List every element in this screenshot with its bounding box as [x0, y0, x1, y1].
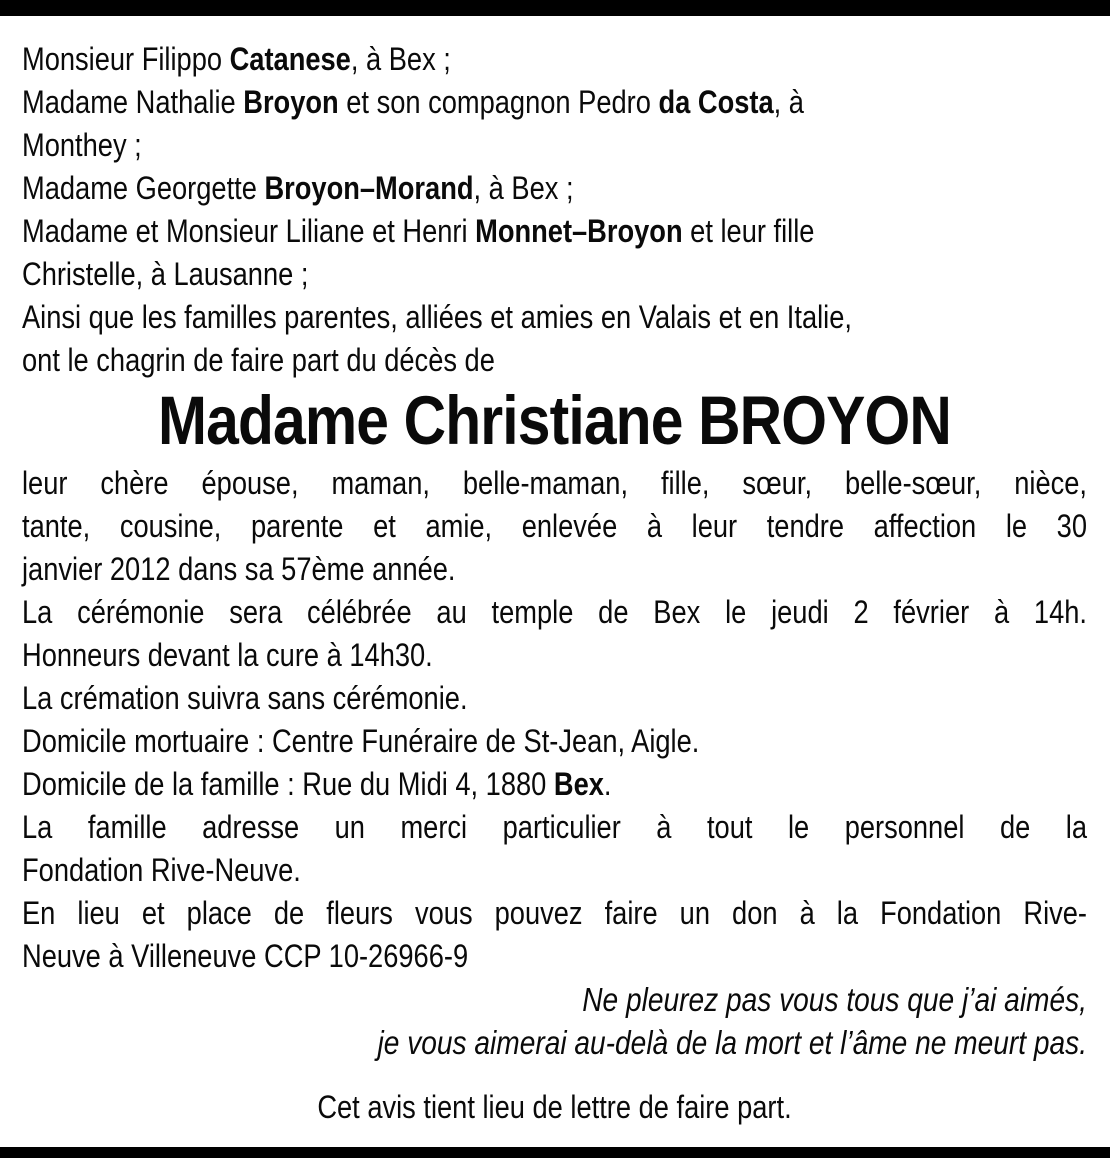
text-segment: La famille adresse un merci particulier à tout le personnel de la — [22, 809, 1087, 845]
text-line — [22, 124, 1087, 167]
closing-statement: Cet avis tient lieu de lettre de faire part. — [317, 1089, 792, 1125]
bold-name-segment: Bex — [553, 766, 604, 802]
bold-name-segment: Monnet–Broyon — [475, 213, 683, 249]
bold-name-segment: Broyon — [243, 84, 339, 120]
text-segment: janvier 2012 dans sa 57ème année. — [22, 551, 456, 587]
text-segment: Domicile mortuaire : Centre Funéraire de St-Jean, Aigle. — [22, 723, 700, 759]
text-line — [22, 591, 1087, 634]
top-border-bar — [0, 0, 1110, 16]
text-segment: . — [603, 766, 612, 802]
text-line — [22, 339, 1087, 382]
text-line — [22, 892, 1087, 935]
text-segment: La crémation suivra sans cérémonie. — [22, 680, 468, 716]
notice-body-section — [22, 462, 1087, 978]
bottom-border-bar — [0, 1147, 1110, 1158]
text-segment: , à Bex ; — [473, 170, 574, 206]
text-line — [22, 81, 1087, 124]
text-segment: tante, cousine, parente et amie, enlevée à leur tendre affection le 30 — [22, 508, 1087, 544]
notice-content — [22, 16, 1087, 1129]
text-segment: Fondation Rive-Neuve. — [22, 852, 301, 888]
text-line — [22, 38, 1087, 81]
text-segment: La cérémonie sera célébrée au temple de Bex le jeudi 2 février à 14h. — [22, 594, 1087, 630]
text-line — [22, 210, 1087, 253]
text-segment: et son compagnon Pedro — [338, 84, 659, 120]
text-segment: , à Bex ; — [350, 41, 451, 77]
epitaph-line: je vous aimerai au-delà de la mort et l’âme ne meurt pas. — [377, 1024, 1087, 1061]
bold-name-segment: da Costa — [658, 84, 774, 120]
text-line — [22, 548, 1087, 591]
text-line — [22, 167, 1087, 210]
text-line — [22, 806, 1087, 849]
text-segment: Monthey ; — [22, 127, 142, 163]
text-line — [22, 253, 1087, 296]
text-line — [22, 462, 1087, 505]
bold-name-segment: Catanese — [229, 41, 351, 77]
text-segment: Christelle, à Lausanne ; — [22, 256, 309, 292]
text-line — [22, 505, 1087, 548]
text-line — [22, 720, 1087, 763]
text-segment: Madame Nathalie — [22, 84, 244, 120]
text-line — [22, 634, 1087, 677]
text-segment: Madame Georgette — [22, 170, 265, 206]
text-line — [22, 849, 1087, 892]
text-line — [22, 296, 1087, 339]
text-segment: Neuve à Villeneuve CCP 10-26966-9 — [22, 938, 469, 974]
text-line — [22, 677, 1087, 720]
epitaph-line: Ne pleurez pas vous tous que j’ai aimés, — [582, 981, 1087, 1018]
text-line — [22, 935, 1087, 978]
bold-name-segment: Broyon–Morand — [264, 170, 474, 206]
text-segment: leur chère épouse, maman, belle-maman, fille, sœur, belle-sœur, nièce, — [22, 465, 1087, 501]
text-segment: Ainsi que les familles parentes, alliées et amies en Valais et en Italie, — [22, 299, 852, 335]
text-segment: , à — [773, 84, 804, 120]
text-segment: Honneurs devant la cure à 14h30. — [22, 637, 433, 673]
text-line — [22, 763, 1087, 806]
text-segment: Domicile de la famille : Rue du Midi 4, 1880 — [22, 766, 554, 802]
text-segment: et leur fille — [682, 213, 815, 249]
text-segment: Monsieur Filippo — [22, 41, 230, 77]
text-segment: Madame et Monsieur Liliane et Henri — [22, 213, 476, 249]
epitaph-section — [22, 978, 1087, 1064]
family-intro-section — [22, 38, 1087, 382]
text-segment: ont le chagrin de faire part du décès de — [22, 342, 495, 378]
text-segment: En lieu et place de fleurs vous pouvez faire un don à la Fondation Rive- — [22, 895, 1087, 931]
deceased-name-title: Madame Christiane BROYON — [158, 382, 951, 459]
